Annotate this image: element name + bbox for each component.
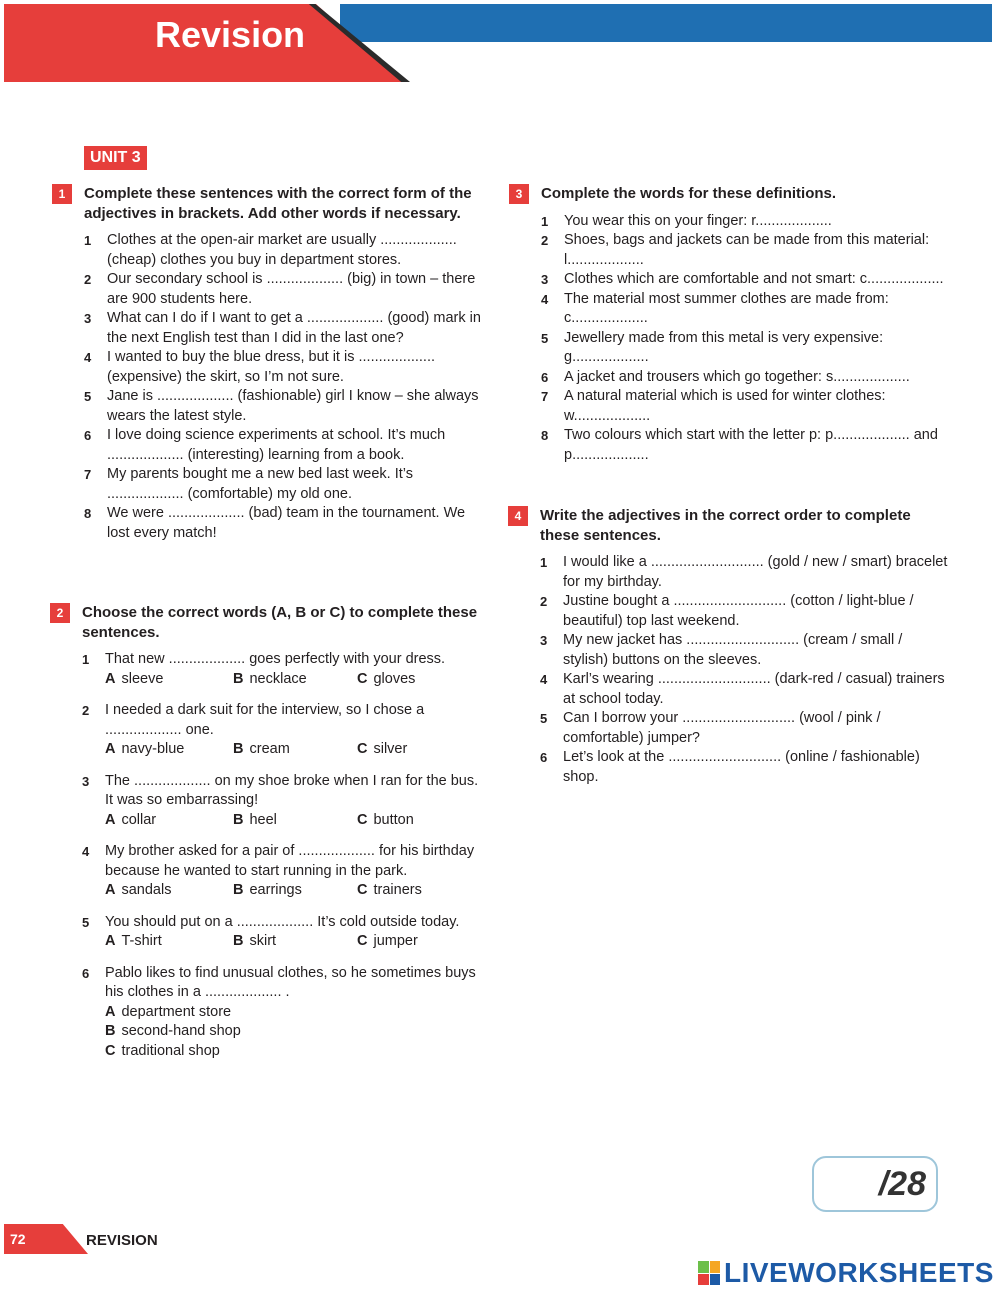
question-number: 6 bbox=[82, 965, 90, 981]
question-item bbox=[50, 701, 482, 740]
question-item bbox=[509, 290, 954, 329]
option-b[interactable] bbox=[233, 811, 357, 831]
exercise-1-heading bbox=[52, 184, 482, 223]
liveworksheets-icon bbox=[698, 1261, 720, 1285]
question-number: 3 bbox=[540, 633, 548, 648]
question-number: 2 bbox=[82, 703, 90, 718]
exercise-1-list bbox=[52, 231, 482, 543]
question-text[interactable]: My parents bought me a new bed last week. It’s ................... (comfortable) my old one. bbox=[107, 466, 414, 502]
question-number: 4 bbox=[540, 672, 548, 687]
question-text[interactable]: A natural material which is used for winter clothes: w................... bbox=[564, 388, 886, 424]
question-number: 5 bbox=[540, 711, 548, 726]
question-number: 6 bbox=[540, 750, 548, 765]
question-number: 2 bbox=[541, 233, 549, 248]
unit-badge: UNIT 3 bbox=[84, 146, 147, 170]
question-text[interactable]: I wanted to buy the blue dress, but it is ................... (expensive) the skirt, so I’m not sure. bbox=[107, 349, 436, 385]
question-item bbox=[50, 842, 482, 881]
question-item bbox=[508, 709, 948, 748]
question-item bbox=[509, 426, 954, 465]
option-letter: A bbox=[105, 882, 116, 898]
question-number: 3 bbox=[82, 773, 90, 789]
option-text: sleeve bbox=[121, 670, 164, 687]
option-letter: B bbox=[233, 933, 244, 949]
question-text[interactable]: Clothes at the open-air market are usually ................... (cheap) clothes you buy in department stores. bbox=[107, 232, 457, 268]
exercise-3-list bbox=[509, 212, 954, 466]
question-item bbox=[52, 504, 482, 543]
option-text: necklace bbox=[249, 670, 307, 687]
option-letter: A bbox=[105, 741, 116, 757]
option-a[interactable] bbox=[50, 1003, 482, 1023]
question-number: 5 bbox=[541, 330, 549, 346]
question-item bbox=[52, 309, 482, 348]
question-item bbox=[509, 231, 954, 270]
question-number: 3 bbox=[541, 272, 549, 287]
question-text: My brother asked for a pair of ................... for his birthday because he wanted to start running in the park. bbox=[105, 843, 475, 879]
question-item bbox=[509, 368, 954, 388]
question-text[interactable]: Clothes which are comfortable and not smart: c................... bbox=[564, 271, 944, 287]
answer-options bbox=[50, 670, 482, 690]
option-text: cream bbox=[249, 741, 290, 757]
option-letter: B bbox=[233, 670, 244, 687]
answer-options bbox=[50, 932, 482, 952]
question-number: 5 bbox=[84, 389, 92, 404]
option-letter: C bbox=[357, 882, 368, 898]
exercise-number-badge: 4 bbox=[508, 506, 528, 526]
question-item bbox=[50, 650, 482, 670]
exercise-4-list bbox=[508, 553, 948, 787]
option-letter: B bbox=[233, 811, 244, 828]
item-spacer bbox=[50, 952, 482, 964]
option-letter: B bbox=[105, 1023, 116, 1039]
question-text: You should put on a ................... It’s cold outside today. bbox=[105, 913, 460, 930]
option-b[interactable] bbox=[50, 1022, 482, 1042]
question-item bbox=[52, 426, 482, 465]
exercise-number-badge: 3 bbox=[509, 184, 529, 204]
question-text[interactable]: Jane is ................... (fashionable) girl I know – she always wears the latest style. bbox=[107, 388, 479, 424]
option-letter: B bbox=[233, 741, 244, 757]
exercise-instruction: Write the adjectives in the correct order to complete these sentences. bbox=[540, 507, 911, 544]
question-text[interactable]: A jacket and trousers which go together: s................... bbox=[564, 368, 910, 385]
option-text: second-hand shop bbox=[121, 1023, 241, 1039]
question-number: 4 bbox=[84, 350, 92, 365]
question-number: 1 bbox=[82, 652, 90, 667]
option-a[interactable] bbox=[105, 881, 233, 901]
exercise-3 bbox=[509, 184, 954, 465]
question-number: 8 bbox=[541, 428, 549, 443]
question-text[interactable]: Jewellery made from this metal is very expensive: g................... bbox=[564, 329, 884, 365]
question-number: 4 bbox=[82, 844, 90, 859]
question-item bbox=[508, 670, 948, 709]
option-text: collar bbox=[121, 811, 157, 828]
question-number: 2 bbox=[540, 594, 548, 609]
option-b[interactable] bbox=[233, 932, 357, 952]
option-c[interactable] bbox=[357, 881, 422, 901]
option-c[interactable] bbox=[357, 932, 418, 952]
question-text[interactable]: Let’s look at the ............................ (online / fashionable) shop. bbox=[563, 749, 920, 785]
question-number: 3 bbox=[84, 311, 92, 326]
option-b[interactable] bbox=[233, 881, 357, 901]
question-text[interactable]: I love doing science experiments at school. It’s much ................... (interesting) learning from a book. bbox=[107, 427, 446, 463]
item-spacer bbox=[50, 689, 482, 701]
question-item bbox=[52, 465, 482, 504]
question-item bbox=[50, 964, 482, 1003]
question-number: 6 bbox=[541, 369, 549, 385]
option-letter: C bbox=[357, 741, 368, 757]
option-text: trainers bbox=[373, 882, 422, 898]
question-item bbox=[508, 748, 948, 787]
question-item bbox=[50, 913, 482, 933]
option-text: earrings bbox=[249, 882, 302, 898]
exercise-number-badge: 2 bbox=[50, 603, 70, 623]
question-text: I needed a dark suit for the interview, so I chose a ................... one. bbox=[105, 702, 425, 738]
option-text: button bbox=[373, 811, 414, 828]
question-text[interactable]: Justine bought a ............................ (cotton / light-blue / beautiful) top last weekend. bbox=[563, 593, 914, 629]
exercise-2 bbox=[50, 603, 482, 1061]
item-spacer bbox=[50, 901, 482, 913]
question-number: 2 bbox=[84, 272, 92, 287]
question-number: 5 bbox=[82, 914, 90, 930]
question-number: 7 bbox=[541, 389, 549, 404]
exercise-instruction: Complete these sentences with the correct form of the adjectives in brackets. Add other words if necessary. bbox=[84, 185, 472, 222]
option-a[interactable] bbox=[105, 740, 233, 760]
question-text[interactable]: You wear this on your finger: r................... bbox=[564, 212, 832, 229]
question-item bbox=[509, 270, 954, 290]
question-number: 8 bbox=[84, 506, 92, 521]
question-text[interactable]: My new jacket has ............................ (cream / small / stylish) buttons on the sleeves. bbox=[563, 632, 903, 668]
exercise-number-badge: 1 bbox=[52, 184, 72, 204]
exercise-1 bbox=[52, 184, 482, 543]
option-letter: A bbox=[105, 670, 116, 687]
question-text[interactable]: Our secondary school is ................... (big) in town – there are 900 students here. bbox=[107, 271, 476, 307]
exercise-instruction: Choose the correct words (A, B or C) to complete these sentences. bbox=[82, 604, 478, 641]
option-c[interactable] bbox=[357, 740, 407, 760]
question-item bbox=[509, 329, 954, 368]
page-title: Revision bbox=[155, 14, 306, 55]
question-item bbox=[52, 348, 482, 387]
question-number: 1 bbox=[540, 555, 548, 570]
option-a[interactable] bbox=[105, 932, 233, 952]
answer-options bbox=[50, 811, 482, 831]
item-spacer bbox=[50, 760, 482, 772]
question-item bbox=[50, 772, 482, 811]
question-item bbox=[508, 631, 948, 670]
option-text: sandals bbox=[121, 882, 172, 898]
option-text: T-shirt bbox=[121, 933, 162, 949]
exercise-4-heading bbox=[508, 506, 948, 545]
option-text: traditional shop bbox=[121, 1042, 220, 1059]
question-item bbox=[508, 592, 948, 631]
question-item bbox=[52, 270, 482, 309]
question-text[interactable]: Two colours which start with the letter p: p................... and p................... bbox=[564, 427, 938, 463]
score-box[interactable]: /28 bbox=[812, 1156, 938, 1212]
option-text: heel bbox=[249, 811, 277, 828]
exercise-4 bbox=[508, 506, 948, 787]
page-number: 72 bbox=[10, 1231, 26, 1247]
answer-options bbox=[50, 740, 482, 760]
option-text: gloves bbox=[373, 670, 416, 687]
option-text: skirt bbox=[249, 933, 277, 949]
question-number: 6 bbox=[84, 428, 92, 443]
exercise-2-list bbox=[50, 650, 482, 1061]
option-b[interactable] bbox=[233, 740, 357, 760]
option-c[interactable] bbox=[357, 670, 415, 690]
option-letter: A bbox=[105, 933, 116, 949]
question-text: That new ................... goes perfectly with your dress. bbox=[105, 651, 446, 667]
item-spacer bbox=[50, 830, 482, 842]
question-item bbox=[509, 212, 954, 232]
option-text: navy-blue bbox=[121, 741, 185, 757]
option-c[interactable] bbox=[357, 811, 414, 831]
option-text: silver bbox=[373, 741, 408, 757]
question-text: The ................... on my shoe broke when I ran for the bus. It was so embarrassing! bbox=[105, 772, 479, 808]
question-text[interactable]: The material most summer clothes are made from: c................... bbox=[564, 290, 889, 326]
exercise-3-heading bbox=[509, 184, 954, 204]
question-text[interactable]: Can I borrow your ............................ (wool / pink / comfortable) jumper? bbox=[563, 710, 881, 746]
option-text: department store bbox=[121, 1003, 232, 1020]
answer-options bbox=[50, 1003, 482, 1062]
option-text: jumper bbox=[373, 933, 418, 949]
exercise-2-heading bbox=[50, 603, 482, 642]
question-text[interactable]: Karl’s wearing ............................ (dark-red / casual) trainers at school today. bbox=[563, 671, 945, 707]
option-letter: C bbox=[357, 933, 368, 949]
answer-options bbox=[50, 881, 482, 901]
question-item bbox=[52, 387, 482, 426]
question-number: 1 bbox=[84, 233, 92, 248]
option-letter: C bbox=[357, 670, 368, 687]
question-item bbox=[509, 387, 954, 426]
question-number: 1 bbox=[541, 213, 549, 229]
option-c[interactable] bbox=[50, 1042, 482, 1062]
question-item bbox=[508, 553, 948, 592]
question-text[interactable]: What can I do if I want to get a ................... (good) mark in the next English test than I did in the last one? bbox=[107, 310, 481, 346]
question-text[interactable]: Shoes, bags and jackets can be made from this material: l................... bbox=[564, 232, 930, 268]
question-text[interactable]: I would like a ............................ (gold / new / smart) bracelet for my birthday. bbox=[563, 554, 948, 590]
option-letter: B bbox=[233, 882, 244, 898]
exercise-instruction: Complete the words for these definitions. bbox=[541, 185, 837, 202]
option-letter: C bbox=[357, 811, 368, 828]
question-item bbox=[52, 231, 482, 270]
question-text: Pablo likes to find unusual clothes, so he sometimes buys his clothes in a ................... . bbox=[105, 964, 476, 1000]
option-letter: A bbox=[105, 1003, 116, 1020]
liveworksheets-logo bbox=[698, 1257, 994, 1289]
header-blue-band bbox=[340, 4, 992, 42]
option-b[interactable] bbox=[233, 670, 357, 690]
question-text[interactable]: We were ................... (bad) team in the tournament. We lost every match! bbox=[107, 505, 466, 541]
option-letter: A bbox=[105, 811, 116, 828]
question-number: 7 bbox=[84, 467, 92, 482]
question-number: 4 bbox=[541, 291, 549, 307]
option-a[interactable] bbox=[105, 811, 233, 831]
liveworksheets-wordmark: LIVEWORKSHEETS bbox=[724, 1257, 994, 1288]
footer-label: REVISION bbox=[86, 1232, 158, 1249]
option-letter: C bbox=[105, 1042, 116, 1059]
option-a[interactable] bbox=[105, 670, 233, 690]
